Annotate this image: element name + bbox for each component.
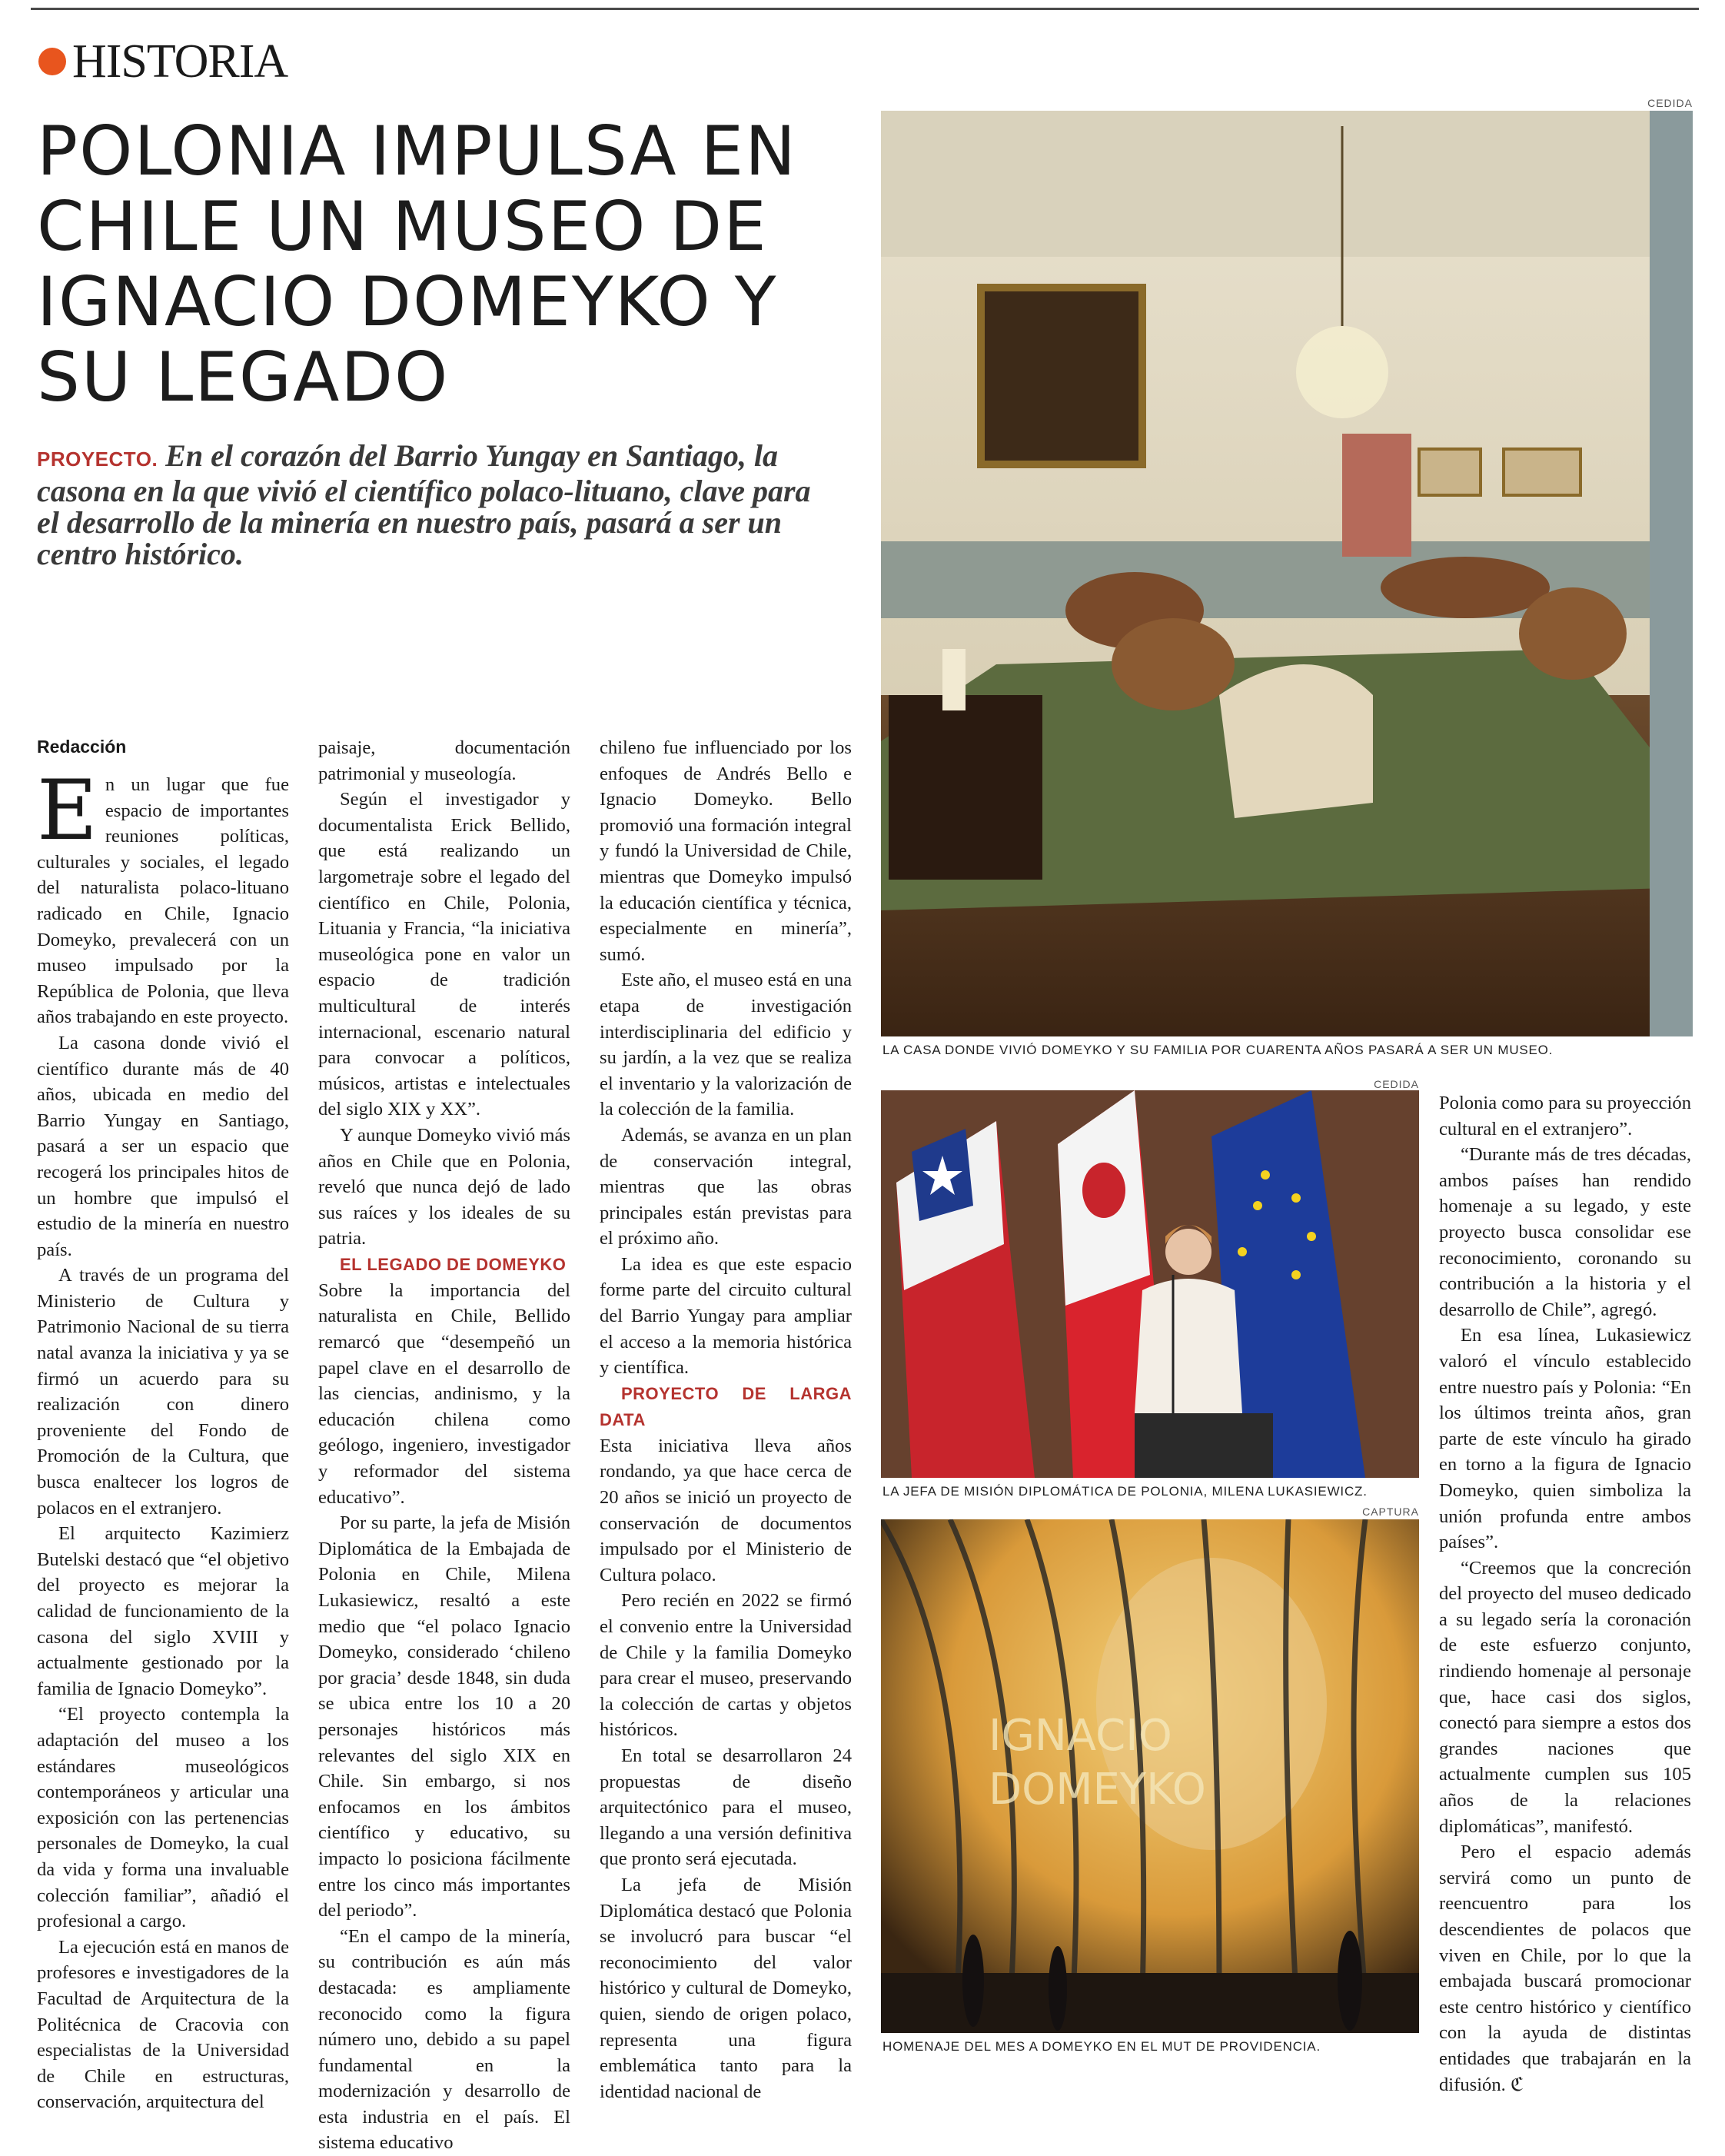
paragraph: Sobre la importancia del naturalista en Chile, Bellido remarcó que “desempeñó un papel clave en el desarrollo de las ciencias, andinismo, y la educación chilena como geólogo, ingeniero, investigador y reformador del sistema educativo”.: [318, 1279, 570, 1508]
photo-credit: CEDIDA: [1374, 1078, 1419, 1090]
photo-credit: CAPTURA: [1362, 1506, 1419, 1518]
paragraph: Este año, el museo está en una etapa de investigación interdisciplinaria del edificio y su jardín, a la vez que se realiza el inventario y la valorización de la colección de la familia.: [600, 970, 852, 1120]
paragraph: La casona donde vivió el científico durante más de 40 años, ubicada en medio del Barrio Yungay en Santiago, pasará a ser un espacio que recogerá los principales hitos de un hombre que impulsó el estudio de la minería en nuestro país.: [37, 1032, 289, 1260]
mut-homage-photo: [881, 1519, 1419, 2033]
article-column-1: [37, 763, 289, 2115]
paragraph: Por su parte, la jefa de Misión Diplomática de la Embajada de Polonia en Chile, Milena Lukasiewicz, resaltó a este medio que “el polaco Ignacio Domeyko, considerado ‘chileno por gracia’ desde 1848, sin duda se ubica entre los 10 a 20 personajes históricos más relevantes del siglo XIX en Chile. Sin embargo, si nos enfocamos en los ámbitos científico y educativo, su impacto lo posiciona fácilmente entre los cinco más importantes del periodo”.: [318, 1512, 570, 1921]
speaker-photo: [881, 1090, 1419, 1478]
article-column-3: [600, 735, 852, 2104]
paragraph: chileno fue influenciado por los enfoques de Andrés Bello e Ignacio Domeyko. Bello promovió una formación integral y fundó la Universidad de Chile, mientras que Domeyko impulsó la educación científica y técnica, especialmente en minería”, sumó.: [600, 737, 852, 965]
paragraph: En un lugar que fue espacio de importantes reuniones políticas, culturales y sociales, el legado del naturalista polaco-lituano radicado en Chile, Ignacio Domeyko, prevalecerá con un museo impulsado por la República de Polonia, que lleva años trabajando en este proyecto.: [37, 763, 289, 1028]
section-title: HISTORIA: [72, 35, 288, 88]
section-label: [38, 31, 288, 92]
projection-text-2: DOMEYKO: [989, 1765, 1206, 1815]
paragraph: “Durante más de tres décadas, ambos países han rendido homenaje a su legado, y este proyecto busca consolidar ese reconocimiento, coronando su contribución a la historia y el desarrollo de Chile”, agregó.: [1439, 1144, 1691, 1320]
deck-kicker: PROYECTO.: [37, 448, 158, 471]
paragraph: La jefa de Misión Diplomática destacó que Polonia se involucró para buscar “el reconocimiento del valor histórico y cultural de Domeyko, quien, siendo de origen polaco, representa una figura emblemática tanto para la identidad nacional de: [600, 1874, 852, 2102]
photo-caption: LA JEFA DE MISIÓN DIPLOMÁTICA DE POLONIA, MILENA LUKASIEWICZ.: [882, 1484, 1368, 1499]
drop-cap: E: [37, 763, 98, 859]
photo-credit: CEDIDA: [1647, 97, 1693, 109]
subheading: EL LEGADO DE DOMEYKO: [340, 1254, 567, 1274]
paragraph: “En el campo de la minería, su contribución es aún más destacada: es ampliamente reconocido como la figura número uno, debido a su papel fundamental en la modernización y desarrollo de esta industria en el país. El sistema educativo: [318, 1925, 570, 2154]
subheading: PROYECTO DE LARGA DATA: [600, 1383, 852, 1429]
article-column-4: [1439, 1090, 1691, 2098]
section-dot-icon: [38, 48, 66, 75]
paragraph: “El proyecto contempla la adaptación del museo a los estándares museológicos contemporáneos y articular una exposición con las pertenencias personales de Domeyko, la cual da vida y forma una invaluable colección familiar”, añadió el profesional a cargo.: [37, 1704, 289, 1932]
paragraph: A través de un programa del Ministerio de Cultura y Patrimonio Nacional de su tierra natal avanza la iniciativa y ya se firmó un acuerdo para su realización con dinero proveniente del Fondo de Promoción de la Cultura, que busca enaltecer los logros de polacos en el extranjero.: [37, 1265, 289, 1519]
paragraph: En esa línea, Lukasiewicz valoró el vínculo establecido entre nuestro país y Polonia: “En los últimos treinta años, gran parte de este vínculo ha girado en torno a la figura de Ignacio Domeyko, quien simboliza la unión profunda entre ambos países”.: [1439, 1325, 1691, 1553]
article-column-2: [318, 735, 570, 2156]
paragraph: Y aunque Domeyko vivió más años en Chile que en Polonia, reveló que nunca dejó de lado sus raíces y los ideales de su patria.: [318, 1124, 570, 1249]
paragraph: “Creemos que la concreción del proyecto del museo dedicado a su legado sería la coronación de este esfuerzo conjunto, rindiendo homenaje al personaje que, hace casi dos siglos, conectó para siempre a estos dos grandes naciones que actualmente cumplen sus 105 años de la relaciones diplomáticas”, manifestó.: [1439, 1557, 1691, 1837]
paragraph: Esta iniciativa lleva años rondando, ya que hace cerca de 20 años se inició un proyecto de conservación de documentos impulsado por el Ministerio de Cultura polaco.: [600, 1435, 852, 1585]
paragraph: La ejecución está en manos de profesores e investigadores de la Facultad de Arquitectura de la Politécnica de Cracovia con especialistas de la Universidad de Chile en estructuras, conservación, arquitectura del: [37, 1936, 289, 2113]
paragraph: El arquitecto Kazimierz Butelski destacó que “el objetivo del proyecto es mejorar la calidad de funcionamiento de la casona del siglo XVIII y actualmente gestionado por la familia de Ignacio Domeyko”.: [37, 1523, 289, 1699]
end-mark: ℭ: [1510, 2074, 1524, 2095]
headline: POLONIA IMPULSA EN CHILE UN MUSEO DE IGNACIO DOMEYKO Y SU LEGADO: [37, 111, 797, 417]
projection-text-1: IGNACIO: [989, 1711, 1172, 1761]
top-rule: [31, 8, 1699, 10]
photo-caption: LA CASA DONDE VIVIÓ DOMEYKO Y SU FAMILIA POR CUARENTA AÑOS PASARÁ A SER UN MUSEO.: [882, 1043, 1554, 1057]
photo-caption: HOMENAJE DEL MES A DOMEYKO EN EL MUT DE PROVIDENCIA.: [882, 2039, 1321, 2054]
paragraph: En total se desarrollaron 24 propuestas de diseño arquitectónico para el museo, llegando a una versión definitiva que pronto será ejecutada.: [600, 1745, 852, 1870]
paragraph: Además, se avanza en un plan de conservación integral, mientras que las obras principales están previstas para el próximo año.: [600, 1124, 852, 1249]
paragraph: Según el investigador y documentalista Erick Bellido, que está realizando un largometraje sobre el legado del científico en Chile, Polonia, Lituania y Francia, “la iniciativa museológica pone en valor un espacio de tradición multicultural de interés internacional, escenario natural para convocar a políticos, músicos, artistas e intelectuales del siglo XIX y XX”.: [318, 789, 570, 1120]
deck: [37, 440, 836, 570]
byline: Redacción: [37, 737, 127, 757]
paragraph: La idea es que este espacio forme parte del circuito cultural del Barrio Yungay para ampliar el acceso a la memoria histórica y científica.: [600, 1253, 852, 1379]
paragraph: Pero el espacio además servirá como un punto de reencuentro para los descendientes de polacos que viven en Chile, por lo que la embajada buscará promocionar este centro histórico y científico con la ayuda de distintas entidades que trabajarán en la difusión. ℭ: [1439, 1842, 1691, 2095]
deck-text: En el corazón del Barrio Yungay en Santiago, la casona en la que vivió el científico polaco-lituano, clave para el desarrollo de la minería en nuestro país, pasará a ser un centro histórico.: [37, 438, 811, 571]
paragraph: Pero recién en 2022 se firmó el convenio entre la Universidad de Chile y la familia Domeyko para crear el museo, preservando la colección de cartas y objetos históricos.: [600, 1590, 852, 1741]
paragraph: Polonia como para su proyección cultural en el extranjero”.: [1439, 1093, 1691, 1140]
living-room-photo: [881, 111, 1693, 1036]
paragraph: paisaje, documentación patrimonial y museología.: [318, 737, 570, 784]
